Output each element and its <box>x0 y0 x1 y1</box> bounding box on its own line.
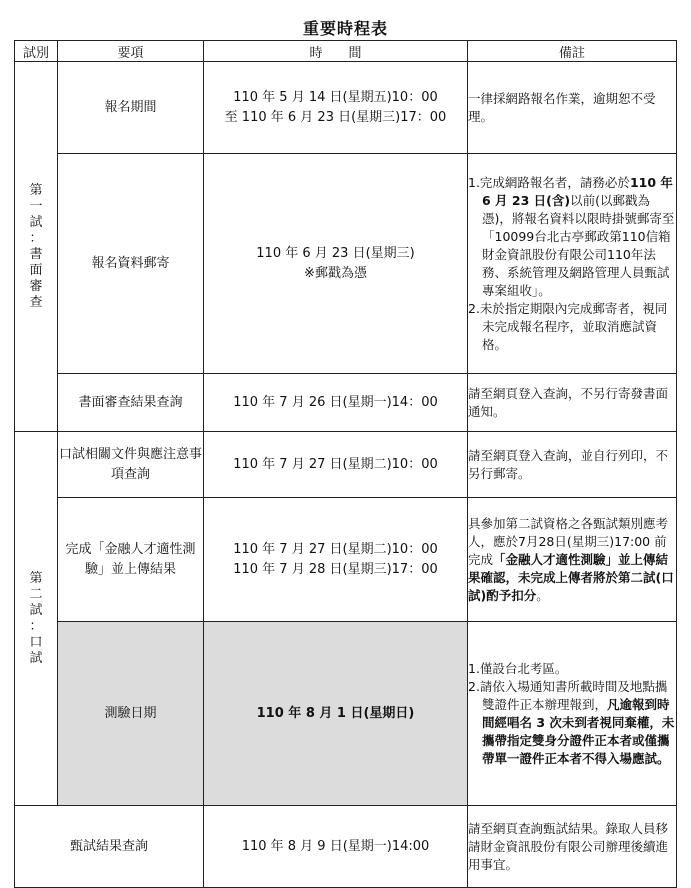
note-item: 2.未於指定期限內完成郵寄者，視同未完成報名程序，並取消應試資格。 <box>468 300 668 352</box>
item-cell: 書面審查結果查詢 <box>58 374 204 432</box>
table-row <box>15 498 677 622</box>
note-item: 1.僅設台北考區。 <box>468 660 568 676</box>
note-item: 2.請依入場通知書所載時間及地點攜雙證件正本辦理報到，凡逾報到時間經唱名 3 次未到者視同棄權，未攜帶指定雙身分證件正本者或僅攜帶單一證件正本者不得入場應試。 <box>468 678 675 766</box>
header-time: 時 間 <box>204 41 468 62</box>
note-cell: 具參加第二試資格之各甄試類別應考人，應於7月28日(星期三)17:00 前完成「金融人才適性測驗」並上傳結果確認，未完成上傳者將於第二試(口試)酌予扣分。 <box>468 498 677 622</box>
time-cell: 110 年 8 月 9 日(星期一)14:00 <box>204 806 468 888</box>
item-cell: 報名期間 <box>58 62 204 154</box>
schedule-table <box>14 40 677 888</box>
time-cell: 110 年 7 月 27 日(星期二)10：00 <box>204 432 468 498</box>
item-cell: 甄試結果查詢 <box>15 806 204 888</box>
table-row <box>15 622 677 806</box>
note-cell: 一律採網路報名作業，逾期恕不受理。 <box>468 62 677 154</box>
time-cell: 110 年 7 月 26 日(星期一)14：00 <box>204 374 468 432</box>
note-cell <box>468 622 677 806</box>
table-row <box>15 432 677 498</box>
time-cell: 110 年 8 月 1 日(星期日) <box>204 622 468 806</box>
item-cell: 報名資料郵寄 <box>58 154 204 374</box>
header-item: 要項 <box>58 41 204 62</box>
time-cell: 110 年 7 月 27 日(星期二)10：00 110 年 7 月 28 日(星期三)17：00 <box>204 498 468 622</box>
table-row <box>15 806 677 888</box>
exam2-label: 第 二 試 ： 口 試 <box>15 432 58 806</box>
time-cell: 110 年 6 月 23 日(星期三) ※郵戳為憑 <box>204 154 468 374</box>
page-title: 重要時程表 <box>302 19 388 38</box>
time-cell: 110 年 5 月 14 日(星期五)10：00 至 110 年 6 月 23 日(星期三)17：00 <box>204 62 468 154</box>
item-cell: 完成「金融人才適性測驗」並上傳結果 <box>58 498 204 622</box>
exam1-label: 第 一 試 ： 書 面 審 查 <box>15 62 58 432</box>
item-cell: 測驗日期 <box>58 622 204 806</box>
note-item: 1.完成網路報名者，請務必於110 年 6 月 23 日(含)以前(以郵戳為憑)，將報名資料以限時掛號郵寄至「10099台北古亭郵政第110信箱財金資訊股份有限公司110年法務、系統管理及網路管理人員甄試專案組收」。 <box>468 174 675 298</box>
item-cell: 口試相關文件與應注意事項查詢 <box>58 432 204 498</box>
header-note: 備註 <box>468 41 677 62</box>
table-row <box>15 62 677 154</box>
note-cell <box>468 154 677 374</box>
table-header-row <box>15 41 677 62</box>
note-cell: 請至網頁登入查詢，不另行寄發書面通知。 <box>468 374 677 432</box>
table-row <box>15 374 677 432</box>
note-cell: 請至網頁登入查詢，並自行列印，不另行郵寄。 <box>468 432 677 498</box>
header-exam: 試別 <box>15 41 58 62</box>
note-cell: 請至網頁查詢甄試結果。錄取人員移請財金資訊股份有限公司辦理後續進用事宜。 <box>468 806 677 888</box>
table-row <box>15 154 677 374</box>
